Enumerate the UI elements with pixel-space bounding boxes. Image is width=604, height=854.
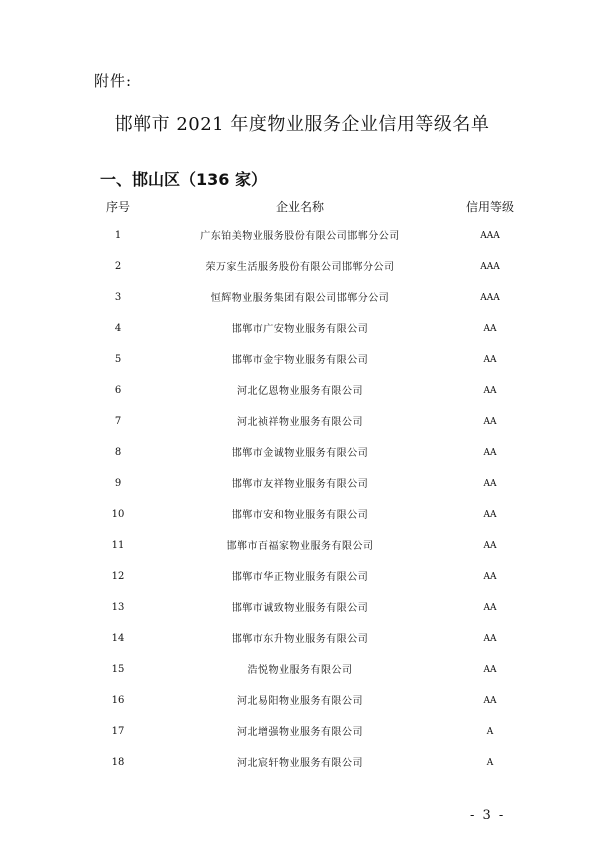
table-row <box>60 227 540 258</box>
row-company-name: 邯郸市广安物业服务有限公司 <box>231 324 369 335</box>
table-row <box>60 258 540 289</box>
table-row <box>60 351 540 382</box>
row-company-name: 恒辉物业服务集团有限公司邯郸分公司 <box>210 293 390 304</box>
row-company-name: 邯郸市金宇物业服务有限公司 <box>231 355 369 366</box>
row-company-name: 邯郸市友祥物业服务有限公司 <box>231 479 369 490</box>
row-number: 15 <box>111 664 125 675</box>
row-number: 11 <box>111 540 125 551</box>
row-company-name: 邯郸市百福家物业服务有限公司 <box>226 541 374 552</box>
page-number: - 3 - <box>470 808 506 823</box>
row-credit-grade: AA <box>483 696 497 706</box>
table-row <box>60 568 540 599</box>
row-number: 9 <box>114 478 122 489</box>
row-number: 2 <box>114 261 122 272</box>
row-company-name: 邯郸市金诚物业服务有限公司 <box>231 448 369 459</box>
row-company-name: 河北宸轩物业服务有限公司 <box>237 758 363 769</box>
row-company-name: 河北亿恩物业服务有限公司 <box>237 386 363 397</box>
section-heading: 一、邯山区（136 家） <box>100 170 267 189</box>
row-credit-grade: AA <box>483 603 497 613</box>
row-credit-grade: AA <box>483 665 497 675</box>
table-row <box>60 320 540 351</box>
table-row <box>60 754 540 785</box>
row-number: 17 <box>111 726 125 737</box>
table-row <box>60 413 540 444</box>
table-row <box>60 537 540 568</box>
row-credit-grade: AA <box>483 324 497 334</box>
row-company-name: 广东铂美物业服务股份有限公司邯郸分公司 <box>200 231 400 242</box>
row-credit-grade: AA <box>483 572 497 582</box>
row-credit-grade: AAA <box>480 293 500 303</box>
row-credit-grade: AA <box>483 386 497 396</box>
row-company-name: 浩悦物业服务有限公司 <box>247 665 353 676</box>
row-credit-grade: AA <box>483 634 497 644</box>
row-company-name: 邯郸市东升物业服务有限公司 <box>231 634 369 645</box>
row-credit-grade: AA <box>483 448 497 458</box>
credit-rating-table <box>60 198 540 785</box>
table-row <box>60 723 540 754</box>
header-company-name: 企业名称 <box>275 200 324 214</box>
table-row <box>60 506 540 537</box>
row-company-name: 河北祯祥物业服务有限公司 <box>237 417 363 428</box>
row-number: 1 <box>114 230 122 241</box>
row-number: 8 <box>114 447 122 458</box>
row-number: 5 <box>114 354 122 365</box>
row-company-name: 邯郸市安和物业服务有限公司 <box>231 510 369 521</box>
row-credit-grade: AA <box>483 510 497 520</box>
row-credit-grade: AA <box>483 355 497 365</box>
row-number: 12 <box>111 571 125 582</box>
row-number: 18 <box>111 757 125 768</box>
header-number: 序号 <box>105 200 130 214</box>
row-credit-grade: AAA <box>480 231 500 241</box>
table-row <box>60 630 540 661</box>
row-company-name: 邯郸市华正物业服务有限公司 <box>231 572 369 583</box>
row-number: 16 <box>111 695 125 706</box>
table-row <box>60 289 540 320</box>
row-number: 14 <box>111 633 125 644</box>
row-number: 13 <box>111 602 125 613</box>
row-number: 10 <box>111 509 125 520</box>
table-row <box>60 599 540 630</box>
table-row <box>60 382 540 413</box>
table-row <box>60 692 540 723</box>
row-credit-grade: A <box>486 758 494 768</box>
header-credit-grade: 信用等级 <box>465 200 514 214</box>
row-credit-grade: AA <box>483 479 497 489</box>
row-company-name: 邯郸市诚致物业服务有限公司 <box>231 603 369 614</box>
row-credit-grade: AA <box>483 541 497 551</box>
row-credit-grade: AAA <box>480 262 500 272</box>
row-credit-grade: A <box>486 727 494 737</box>
row-number: 4 <box>114 323 122 334</box>
attachment-label: 附件: <box>94 72 133 90</box>
row-company-name: 河北易阳物业服务有限公司 <box>237 696 363 707</box>
table-row <box>60 475 540 506</box>
document-title: 邯郸市 2021 年度物业服务企业信用等级名单 <box>114 114 490 135</box>
row-company-name: 河北增强物业服务有限公司 <box>237 727 363 738</box>
table-row <box>60 444 540 475</box>
row-number: 7 <box>114 416 122 427</box>
table-row <box>60 661 540 692</box>
row-company-name: 荣万家生活服务股份有限公司邯郸分公司 <box>205 262 395 273</box>
row-number: 6 <box>114 385 122 396</box>
table-header-row <box>60 198 540 218</box>
row-credit-grade: AA <box>483 417 497 427</box>
row-number: 3 <box>114 292 122 303</box>
